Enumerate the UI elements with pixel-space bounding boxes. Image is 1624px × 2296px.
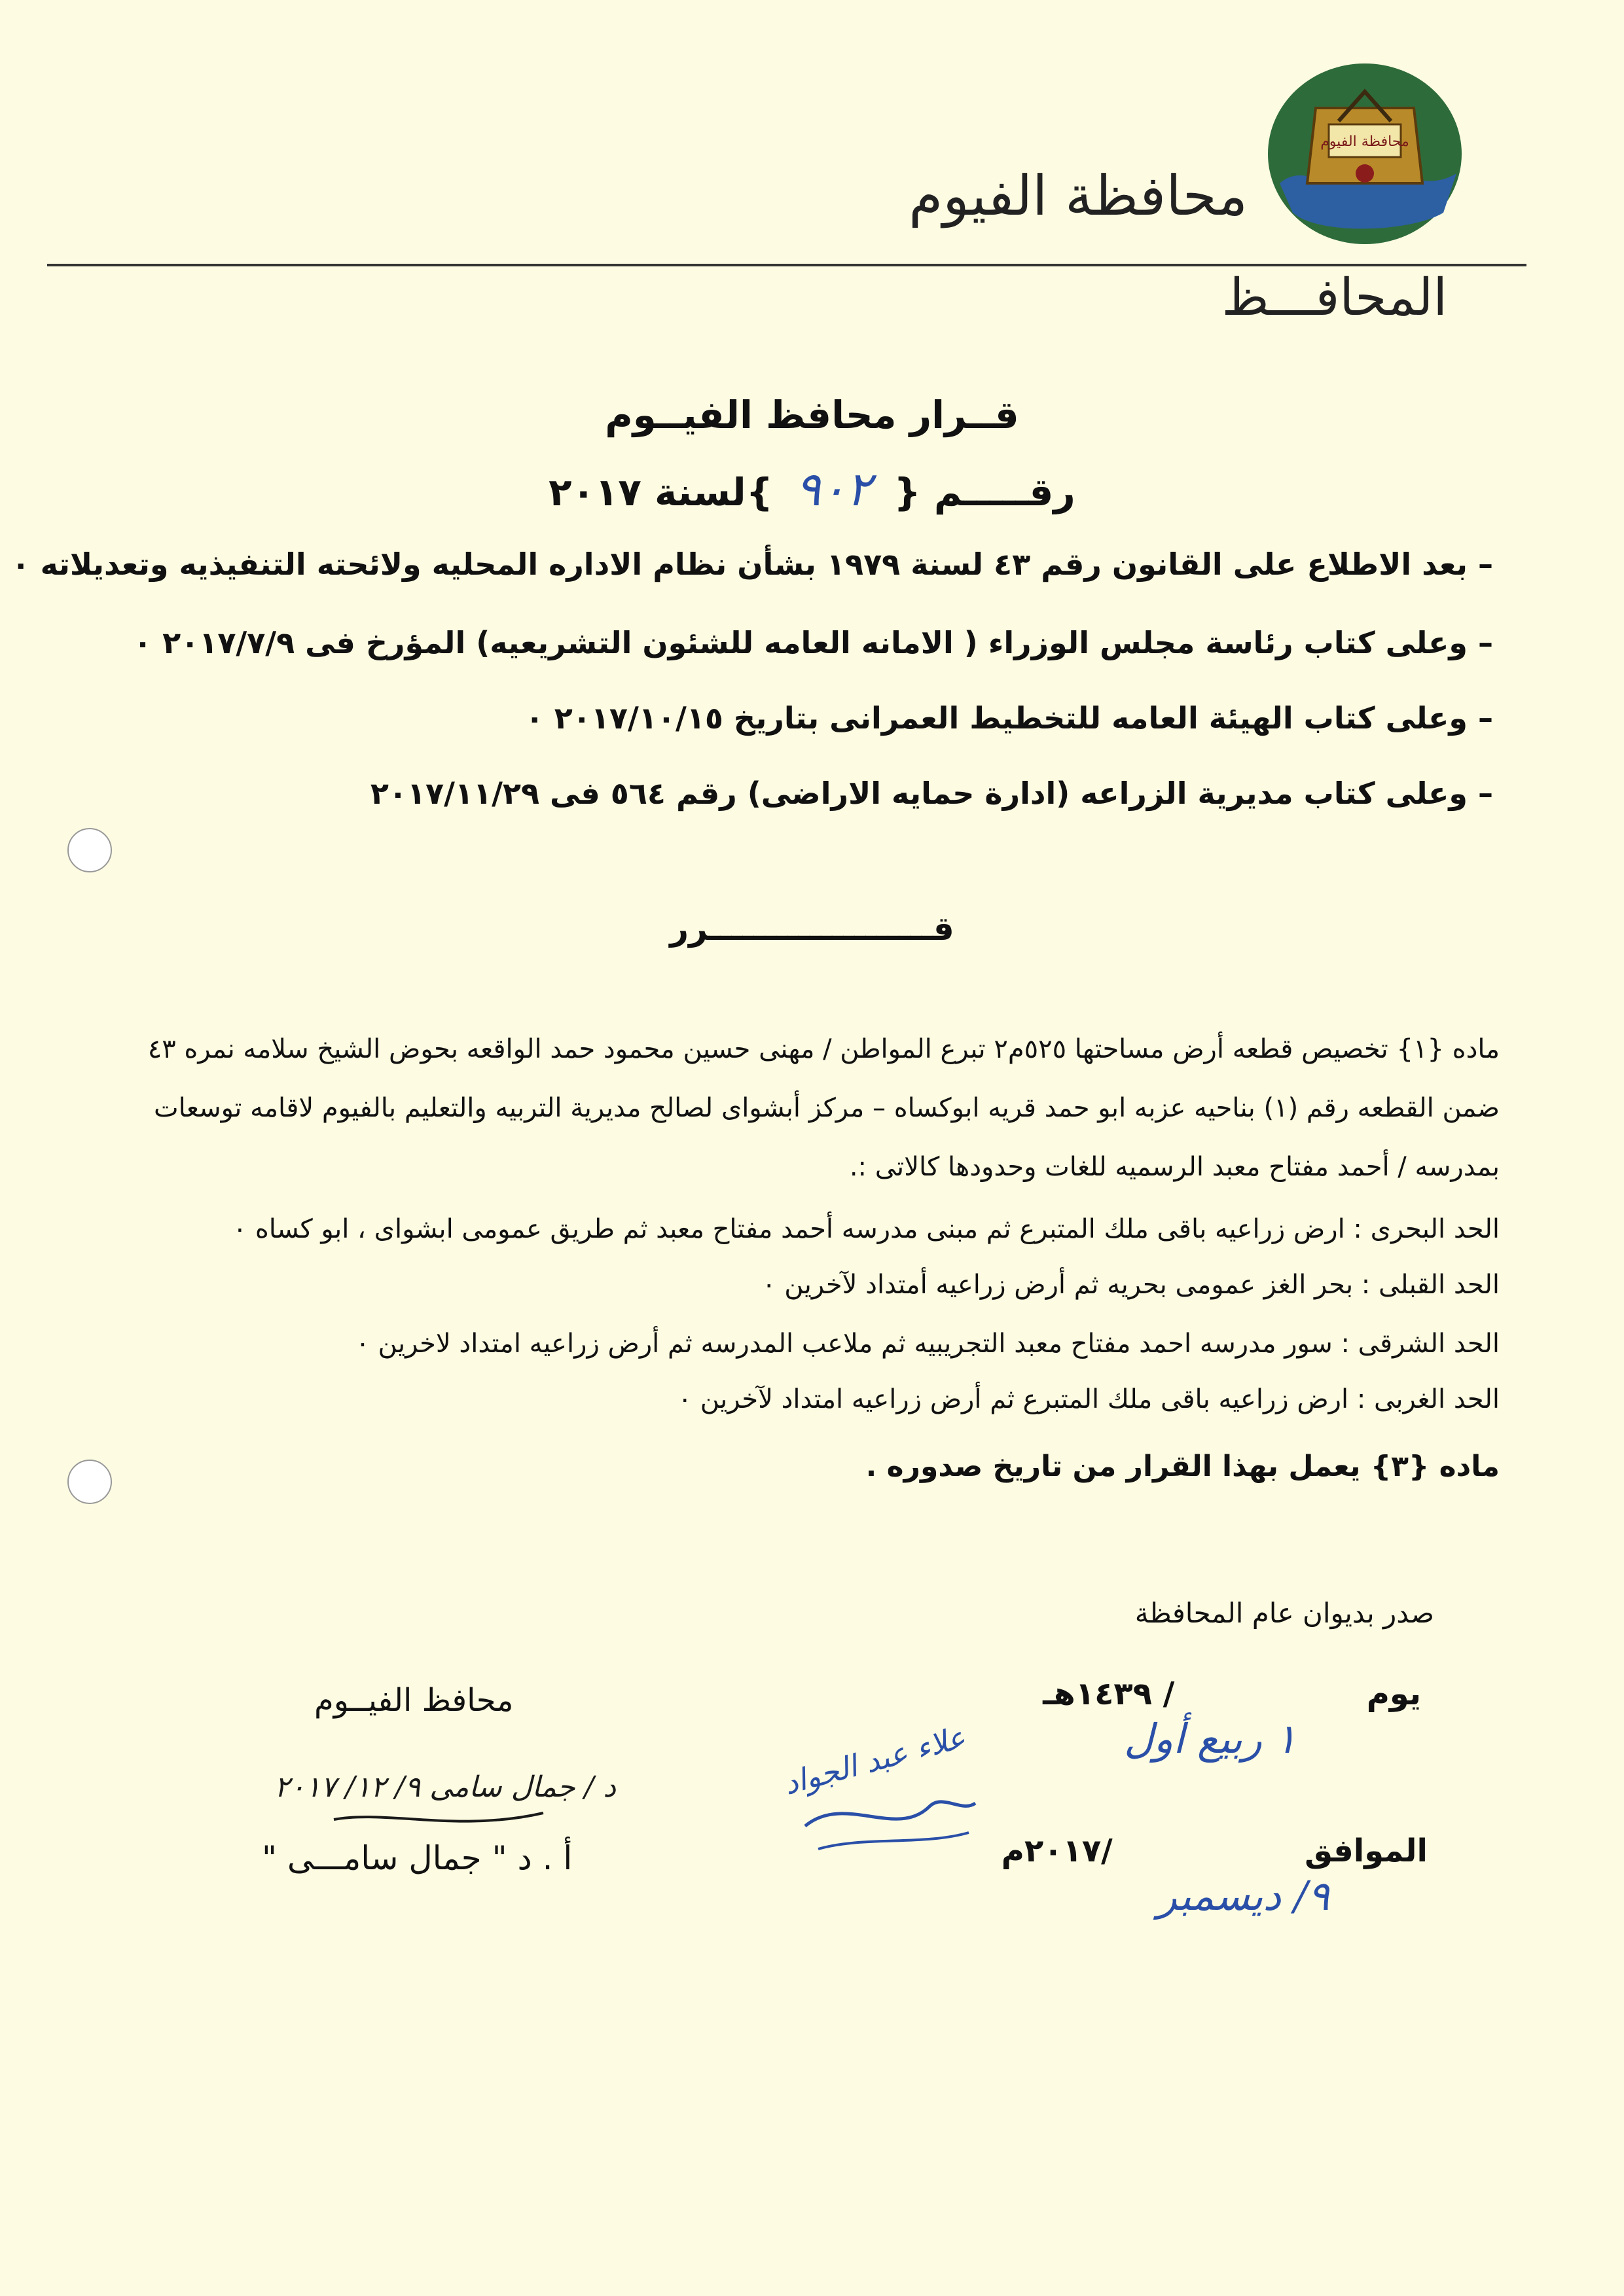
gregorian-handwritten: ٩/ ديسمبر <box>1157 1872 1329 1920</box>
decision-title: قــرار محافظ الفيــوم <box>605 393 1019 437</box>
gregorian-suffix: /٢٠١٧م <box>1001 1833 1113 1869</box>
preamble-line: – وعلى كتاب مديرية الزراعه (ادارة حمايه الاراضى) رقم ٥٦٤ فى ٢٠١٧/١١/٢٩ <box>370 776 1493 811</box>
header-divider <box>47 264 1526 266</box>
border-south: الحد القبلى : بحر الغز عمومى بحريه ثم أرض زراعيه أمتداد لآخرين ٠ <box>762 1270 1500 1300</box>
reviewer-signature <box>766 1715 988 1865</box>
decision-number-suffix: }لسنة ٢٠١٧ <box>549 470 773 514</box>
border-west: الحد الغربى : ارض زراعيه باقى ملك المتبرع ثم أرض زراعيه امتداد لآخرين ٠ <box>677 1384 1500 1414</box>
article-1-line: ماده {١} تخصيص قطعه أرض مساحتها ٥٢٥م٢ تبرع المواطن / مهنى حسين محمود حمد الواقعه بحوض الشيخ سلامه نمره ٤٣ <box>147 1034 1500 1064</box>
preamble-line: – وعلى كتاب رئاسة مجلس الوزراء ( الامانه العامه للشئون التشريعيه) المؤرخ فى ٢٠١٧/٧/٩ ٠ <box>134 625 1493 660</box>
article-1-line: ضمن القطعه رقم (١) بناحيه عزبه ابو حمد قريه ابوكساه – مركز أبشواى لصالح مديرية التربيه والتعليم بالفيوم لاقامه توسعات <box>153 1093 1500 1123</box>
governorate-emblem <box>1267 62 1463 245</box>
preamble-line: – بعد الاطلاع على القانون رقم ٤٣ لسنة ١٩٧٩ بشأن نظام الاداره المحليه ولائحته التنفيذيه وتعديلاته ٠ <box>11 547 1493 582</box>
decides-heading: قــــــــــــــــــــرر <box>670 910 954 948</box>
office-title: المحافـــظ <box>1221 268 1447 327</box>
border-east: الحد الشرقى : سور مدرسه احمد مفتاح معبد التجريبيه ثم ملاعب المدرسه ثم أرض زراعيه امتداد لاخرين ٠ <box>355 1329 1500 1359</box>
border-north: الحد البحرى : ارض زراعيه باقى ملك المتبرع ثم مبنى مدرسه أحمد مفتاح معبد ثم طريق عمومى ابشواى ، ابو كساه ٠ <box>232 1214 1500 1244</box>
decision-number-prefix: رقـــــم { <box>893 470 1075 514</box>
issued-at: صدر بديوان عام المحافظة <box>1134 1597 1434 1629</box>
hijri-prefix: يوم <box>1366 1676 1421 1712</box>
article-3: ماده {٣} يعمل بهذا القرار من تاريخ صدوره . <box>865 1450 1500 1483</box>
gregorian-prefix: الموافق <box>1305 1833 1428 1869</box>
hijri-date <box>1043 1676 1421 1712</box>
article-1-line: بمدرسه / أحمد مفتاح معبد الرسميه للغات وحدودها كالاتى :. <box>849 1152 1500 1182</box>
decision-number-line <box>0 461 1624 516</box>
hijri-suffix: / ١٤٣٩هـ <box>1043 1676 1175 1712</box>
decision-number-handwritten: ٩٠٢ <box>795 461 872 516</box>
governor-signature-text: د / جمال سامى ٩/ ١٢/ ٢٠١٧ <box>274 1770 616 1804</box>
governor-title: محافظ الفيــوم <box>314 1682 514 1719</box>
governor-name: أ . د " جمال سامـــى " <box>262 1839 573 1877</box>
reviewer-signature-text: علاء عبد الجواد <box>780 1719 969 1802</box>
hijri-handwritten: ١ ربيع أول <box>1124 1715 1297 1763</box>
punch-hole <box>67 1460 112 1504</box>
preamble-line: – وعلى كتاب الهيئة العامه للتخطيط العمرانى بتاريخ ٢٠١٧/١٠/١٥ ٠ <box>525 700 1493 736</box>
emblem-text: محافظة الفيوم <box>1320 134 1409 150</box>
governorate-name: محافظة الفيوم <box>909 164 1248 228</box>
punch-hole <box>67 828 112 872</box>
gregorian-date <box>1001 1833 1428 1869</box>
